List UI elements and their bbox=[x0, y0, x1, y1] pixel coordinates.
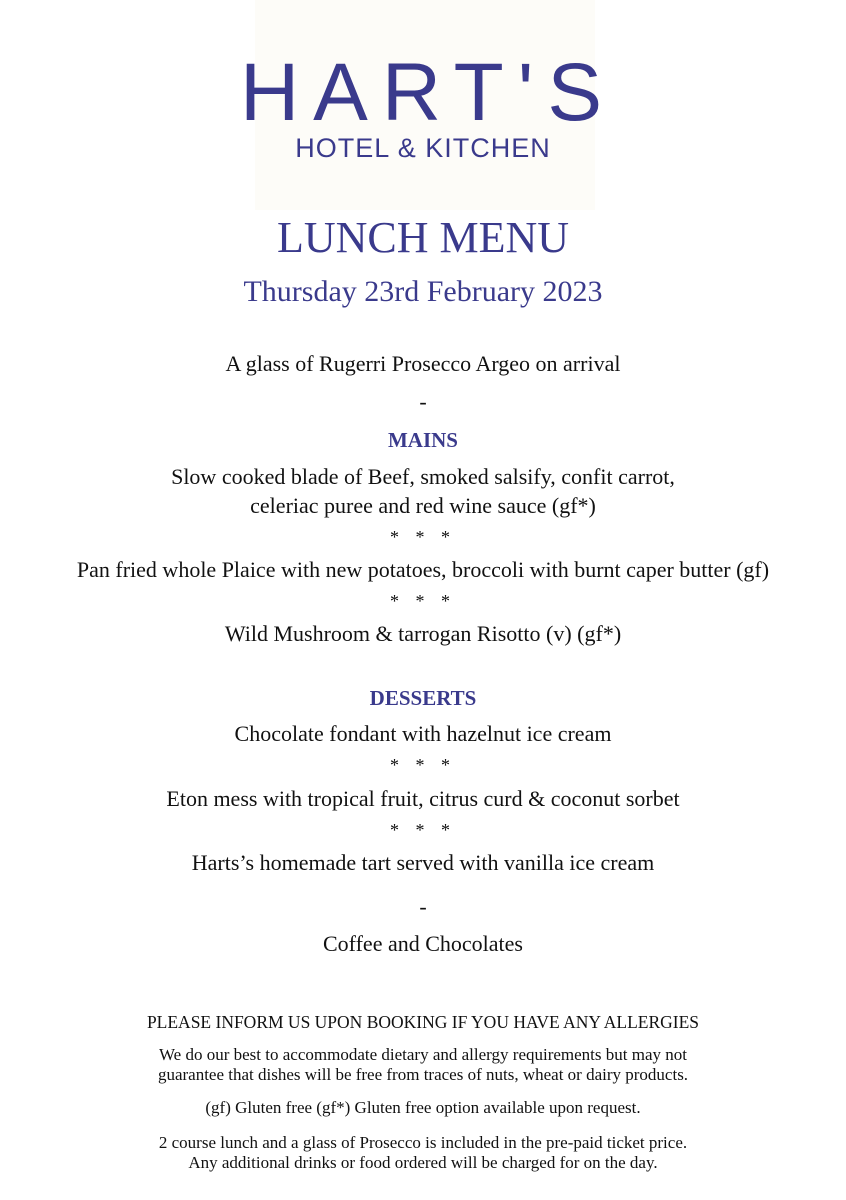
coffee-line: Coffee and Chocolates bbox=[323, 931, 523, 956]
main-item-beef-line-1: Slow cooked blade of Beef, smoked salsify, confit carrot, bbox=[171, 464, 675, 489]
menu-date: Thursday 23rd February 2023 bbox=[243, 275, 603, 308]
dietary-line-2: guarantee that dishes will be free from traces of nuts, wheat or dairy products. bbox=[157, 1065, 689, 1084]
allergy-notice: PLEASE INFORM US UPON BOOKING IF YOU HAVE ANY ALLERGIES bbox=[146, 1012, 700, 1032]
logo-subtitle: HOTEL & KITCHEN bbox=[295, 133, 551, 163]
logo-name: HART'S bbox=[239, 47, 617, 138]
desserts-heading: DESSERTS bbox=[369, 686, 477, 710]
ticket-line-2: Any additional drinks or food ordered will be charged for on the day. bbox=[188, 1153, 658, 1172]
arrival-drink: A glass of Rugerri Prosecco Argeo on arrival bbox=[225, 351, 621, 376]
item-separator: * * * bbox=[390, 527, 456, 547]
item-separator: * * * bbox=[390, 820, 456, 840]
mains-heading: MAINS bbox=[387, 428, 458, 452]
gluten-key: (gf) Gluten free (gf*) Gluten free option available upon request. bbox=[205, 1098, 641, 1117]
ticket-line-1: 2 course lunch and a glass of Prosecco is included in the pre-paid ticket price. bbox=[158, 1133, 688, 1152]
divider-dash: - bbox=[419, 389, 427, 414]
dessert-item-tart: Harts’s homemade tart served with vanilla ice cream bbox=[191, 850, 655, 875]
dessert-item-eton-mess: Eton mess with tropical fruit, citrus curd & coconut sorbet bbox=[166, 786, 680, 811]
item-separator: * * * bbox=[390, 755, 456, 775]
main-item-plaice: Pan fried whole Plaice with new potatoes, broccoli with burnt caper butter (gf) bbox=[76, 557, 770, 582]
item-separator: * * * bbox=[390, 591, 456, 611]
divider-dash: - bbox=[419, 894, 427, 919]
dietary-line-1: We do our best to accommodate dietary and allergy requirements but may not bbox=[159, 1045, 687, 1064]
main-item-beef-line-2: celeriac puree and red wine sauce (gf*) bbox=[250, 493, 596, 518]
main-item-risotto: Wild Mushroom & tarrogan Risotto (v) (gf*) bbox=[224, 621, 622, 646]
dessert-item-fondant: Chocolate fondant with hazelnut ice cream bbox=[234, 721, 612, 746]
menu-title: LUNCH MENU bbox=[276, 213, 570, 262]
